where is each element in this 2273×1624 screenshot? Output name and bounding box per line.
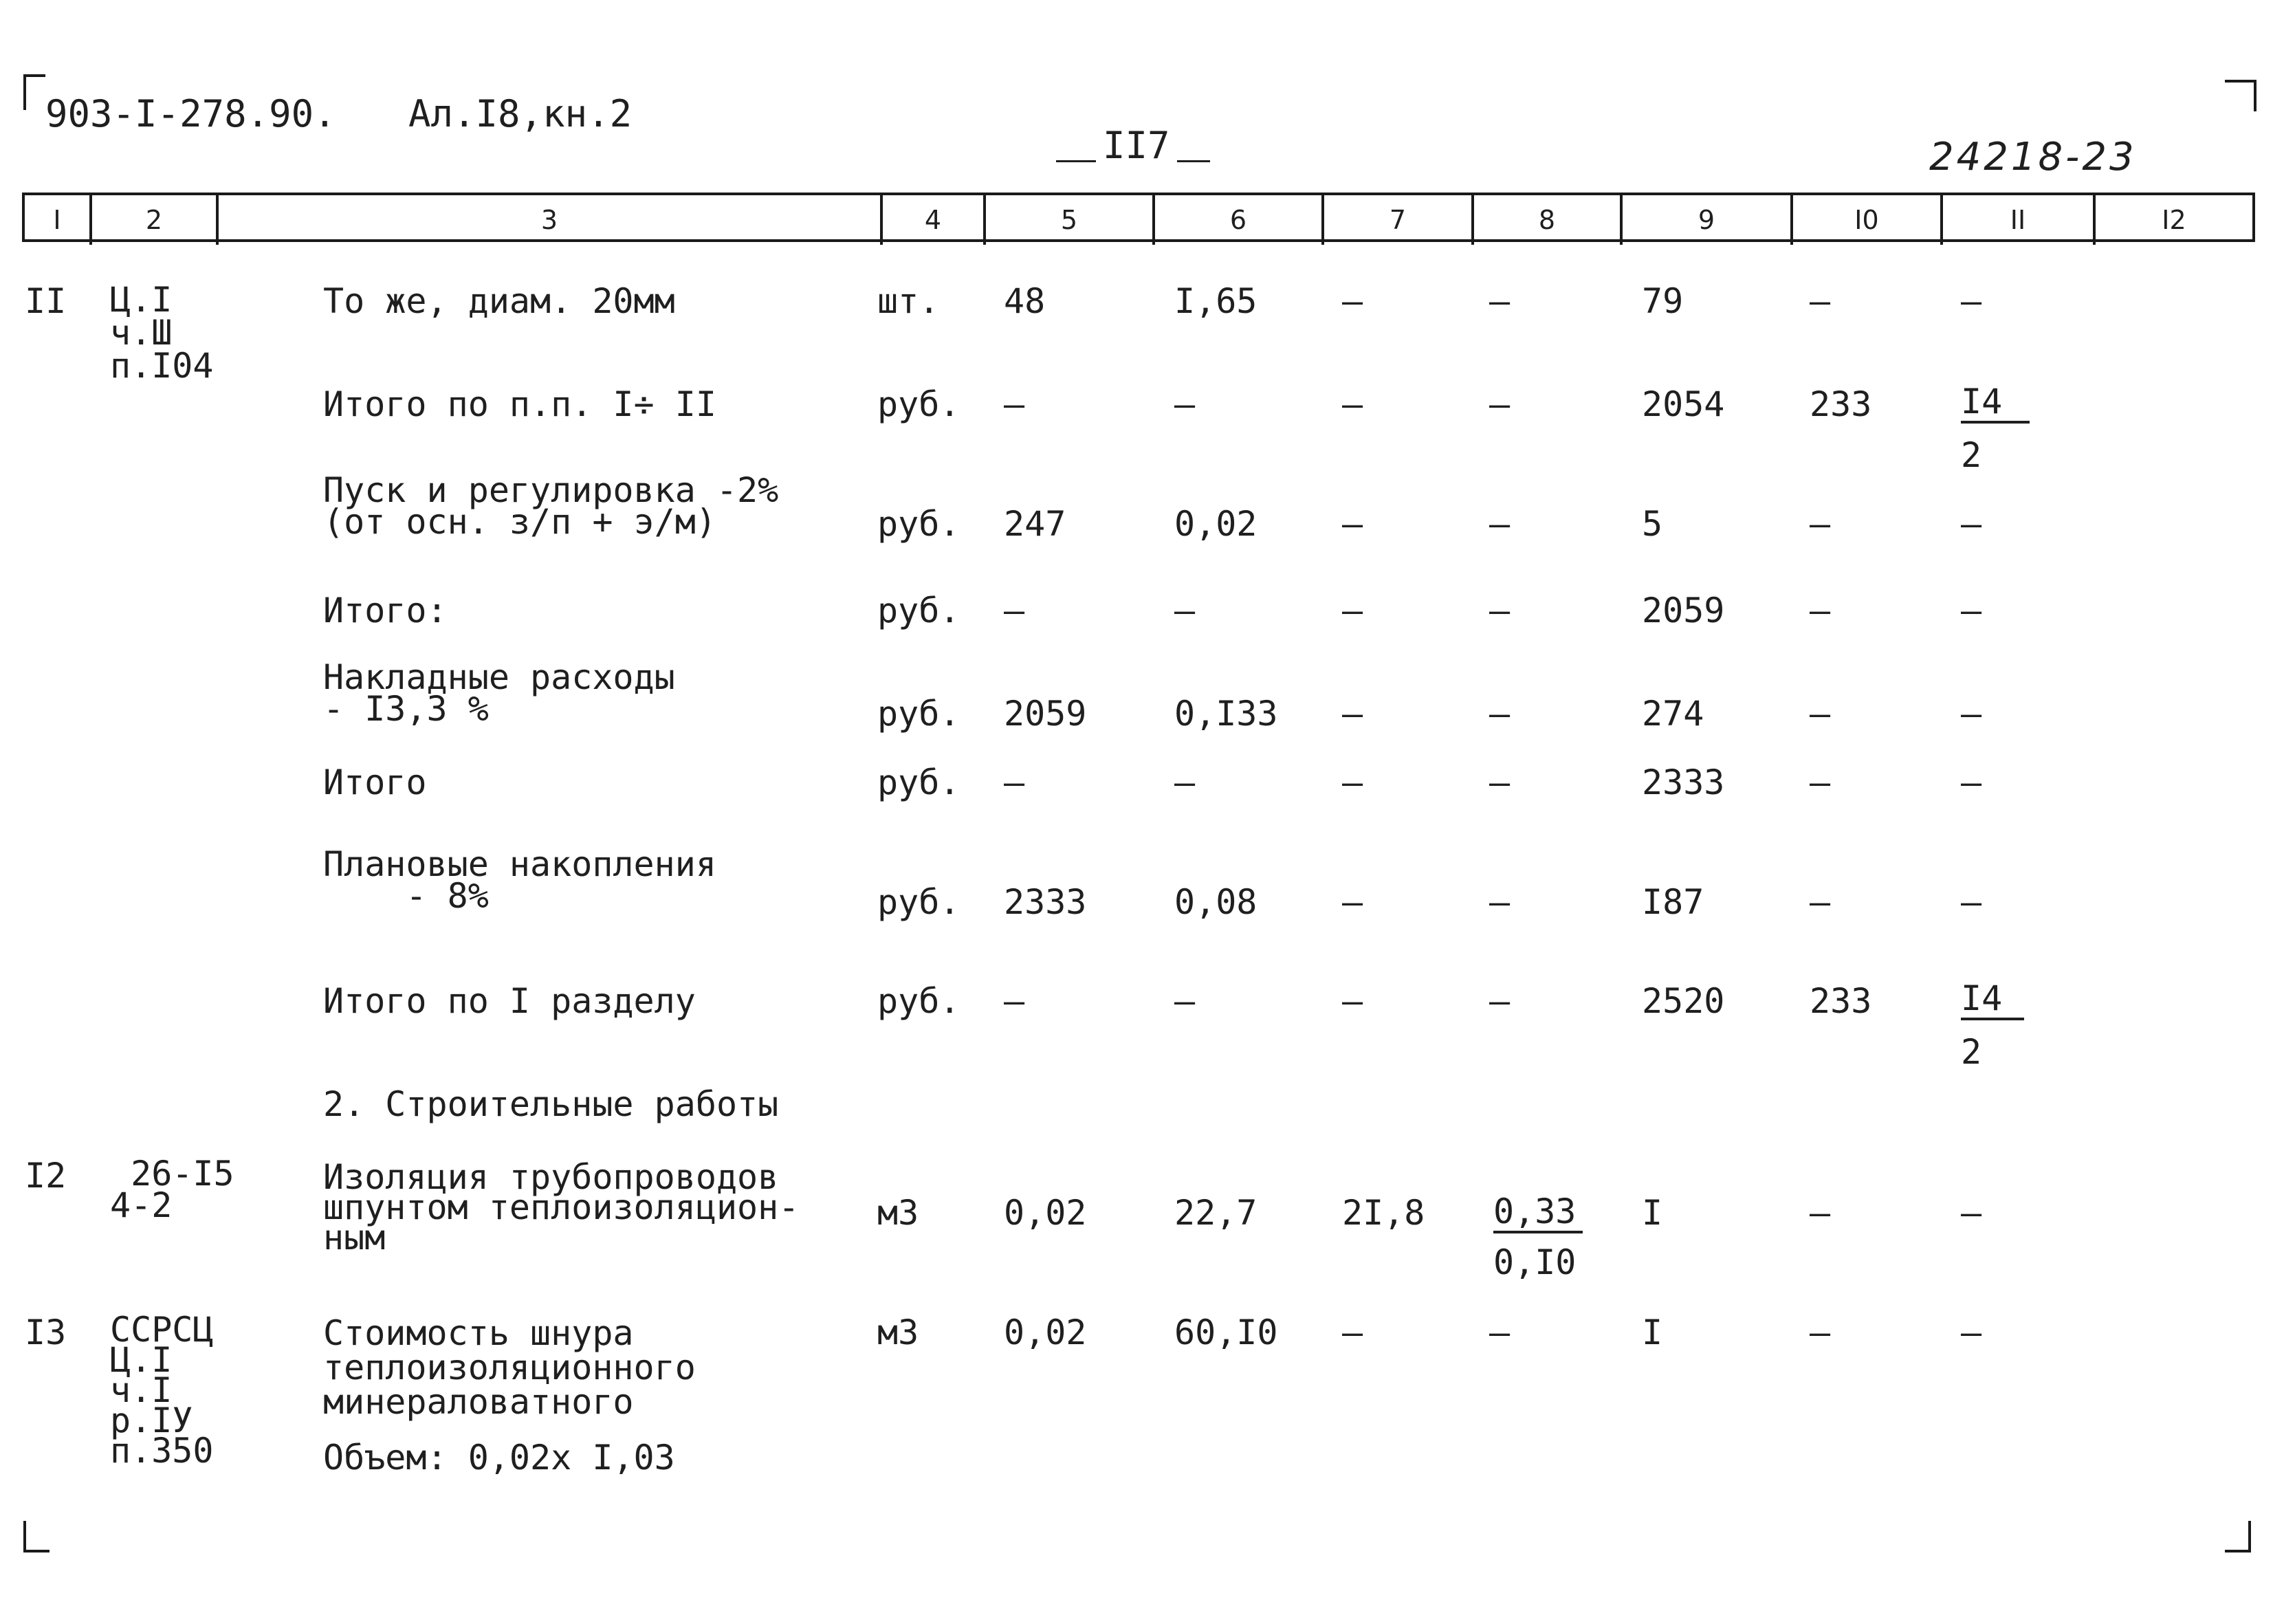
column-number-5: 5 bbox=[986, 195, 1155, 245]
unit-price: 60,I0 bbox=[1174, 1313, 1278, 1352]
unit: руб. bbox=[877, 591, 960, 630]
total-cost: 2059 bbox=[1642, 591, 1725, 630]
col11-value: – bbox=[1961, 762, 1982, 802]
col10-value: – bbox=[1810, 591, 1831, 630]
col10-value: – bbox=[1810, 1313, 1831, 1352]
total-cost: I bbox=[1642, 1193, 1663, 1233]
work-description: Пуск и регулировка -2% (от осн. з/п + э/м) bbox=[323, 470, 779, 542]
column-number-9: 9 bbox=[1623, 195, 1793, 245]
work-description: Итого bbox=[323, 762, 427, 802]
total-cost: I87 bbox=[1642, 882, 1704, 922]
corner-mark-top-right bbox=[2225, 80, 2256, 111]
col8-value: – bbox=[1489, 591, 1511, 630]
col10-value: – bbox=[1810, 281, 1831, 321]
col7-value: – bbox=[1342, 591, 1363, 630]
quantity: 2333 bbox=[1004, 882, 1087, 922]
col8-fraction-top: 0,33 bbox=[1493, 1194, 1583, 1233]
col7-value: – bbox=[1342, 882, 1363, 922]
column-number-header bbox=[22, 193, 2255, 242]
unit: м3 bbox=[877, 1313, 919, 1352]
column-number-4: 4 bbox=[883, 195, 986, 245]
col10-value: – bbox=[1810, 882, 1831, 922]
quantity: 2059 bbox=[1004, 694, 1087, 734]
work-description: Изоляция трубопроводов шпунтом теплоизоляцион- ным bbox=[323, 1157, 800, 1258]
corner-mark-bottom-right bbox=[2225, 1521, 2251, 1552]
unit-price: I,65 bbox=[1174, 281, 1258, 321]
page-number-value: II7 bbox=[1103, 124, 1170, 167]
unit-price: 22,7 bbox=[1174, 1193, 1258, 1233]
col11-value: – bbox=[1961, 882, 1982, 922]
unit: руб. bbox=[877, 762, 960, 802]
document-code: 903-I-278.90. bbox=[45, 92, 336, 135]
registration-number: 24218-23 bbox=[1929, 135, 2137, 179]
quantity: 0,02 bbox=[1004, 1193, 1087, 1233]
section-heading: 2. Строительные работы bbox=[323, 1084, 779, 1124]
column-number-11: II bbox=[1943, 195, 2096, 245]
col7-value: – bbox=[1342, 281, 1363, 321]
col11-value: – bbox=[1961, 1193, 1982, 1233]
work-description: Плановые накопления - 8% bbox=[323, 844, 716, 916]
unit: руб. bbox=[877, 981, 960, 1021]
pricebook-reference: ССРСЦ Ц.I ч.I р.IУ п.350 bbox=[110, 1310, 214, 1471]
column-number-8: 8 bbox=[1474, 195, 1623, 245]
col7-value: 2I,8 bbox=[1342, 1193, 1425, 1233]
unit-price: – bbox=[1174, 591, 1196, 630]
total-cost: 2520 bbox=[1642, 981, 1725, 1021]
col11-fraction-top: I4 bbox=[1961, 980, 2024, 1020]
unit: м3 bbox=[877, 1193, 919, 1233]
row-number: I2 bbox=[25, 1156, 67, 1196]
total-cost: 2054 bbox=[1642, 384, 1725, 424]
unit: руб. bbox=[877, 694, 960, 734]
col11-fraction-bottom: 2 bbox=[1961, 435, 1982, 475]
volume-note: Объем: 0,02х I,03 bbox=[323, 1438, 675, 1478]
col10-value: – bbox=[1810, 694, 1831, 734]
col8-value: – bbox=[1489, 281, 1511, 321]
col10-value: – bbox=[1810, 1193, 1831, 1233]
work-description: Итого по п.п. I÷ II bbox=[323, 384, 716, 424]
col8-value: – bbox=[1489, 762, 1511, 802]
quantity: 0,02 bbox=[1004, 1313, 1087, 1352]
col11-fraction-top: I4 bbox=[1961, 384, 2030, 424]
col7-value: – bbox=[1342, 384, 1363, 424]
unit-price: 0,02 bbox=[1174, 504, 1258, 544]
quantity: – bbox=[1004, 384, 1025, 424]
col8-value: – bbox=[1489, 981, 1511, 1021]
column-number-1: I bbox=[25, 195, 92, 245]
work-description: Накладные расходы - I3,3 % bbox=[323, 657, 675, 729]
column-number-2: 2 bbox=[92, 195, 219, 245]
col8-value: – bbox=[1489, 1313, 1511, 1352]
quantity: – bbox=[1004, 591, 1025, 630]
quantity: 48 bbox=[1004, 281, 1046, 321]
column-number-7: 7 bbox=[1324, 195, 1474, 245]
work-description: Стоимость шнура теплоизоляционного минераловатного bbox=[323, 1313, 696, 1422]
unit: шт. bbox=[877, 281, 940, 321]
col7-value: – bbox=[1342, 981, 1363, 1021]
corner-mark-top-left bbox=[23, 74, 45, 110]
col11-value: – bbox=[1961, 694, 1982, 734]
unit-price: 0,08 bbox=[1174, 882, 1258, 922]
column-number-12: I2 bbox=[2162, 205, 2186, 235]
total-cost: I bbox=[1642, 1313, 1663, 1352]
col7-value: – bbox=[1342, 1313, 1363, 1352]
album-reference: Ал.I8,кн.2 bbox=[408, 92, 633, 135]
col11-value: – bbox=[1961, 591, 1982, 630]
col10-value: 233 bbox=[1810, 981, 1872, 1021]
pricebook-reference: 26-I5 4-2 bbox=[110, 1154, 234, 1225]
unit-price: – bbox=[1174, 384, 1196, 424]
quantity: – bbox=[1004, 981, 1025, 1021]
col8-fraction-bottom: 0,I0 bbox=[1493, 1242, 1577, 1282]
page-number bbox=[1056, 124, 1210, 167]
column-number-3: 3 bbox=[219, 195, 883, 245]
col8-value: – bbox=[1489, 504, 1511, 544]
work-description: То же, диам. 20мм bbox=[323, 281, 675, 321]
unit: руб. bbox=[877, 384, 960, 424]
col7-value: – bbox=[1342, 504, 1363, 544]
col10-value: – bbox=[1810, 762, 1831, 802]
col10-value: – bbox=[1810, 504, 1831, 544]
work-description: Итого по I разделу bbox=[323, 981, 696, 1021]
corner-mark-bottom-left bbox=[23, 1521, 50, 1552]
total-cost: 5 bbox=[1642, 504, 1663, 544]
total-cost: 2333 bbox=[1642, 762, 1725, 802]
col7-value: – bbox=[1342, 762, 1363, 802]
col8-value: – bbox=[1489, 882, 1511, 922]
unit: руб. bbox=[877, 882, 960, 922]
pricebook-reference: Ц.I ч.Ш п.I04 bbox=[110, 280, 214, 386]
unit: руб. bbox=[877, 504, 960, 544]
col11-value: – bbox=[1961, 1313, 1982, 1352]
work-description: Итого: bbox=[323, 591, 448, 630]
col7-value: – bbox=[1342, 694, 1363, 734]
total-cost: 79 bbox=[1642, 281, 1684, 321]
col11-value: – bbox=[1961, 281, 1982, 321]
column-number-10: I0 bbox=[1793, 195, 1943, 245]
quantity: 247 bbox=[1004, 504, 1066, 544]
col8-value: – bbox=[1489, 694, 1511, 734]
col11-fraction-bottom: 2 bbox=[1961, 1032, 1982, 1072]
column-number-6: 6 bbox=[1155, 195, 1324, 245]
quantity: – bbox=[1004, 762, 1025, 802]
col8-value: – bbox=[1489, 384, 1511, 424]
col11-value: – bbox=[1961, 504, 1982, 544]
unit-price: – bbox=[1174, 981, 1196, 1021]
col10-value: 233 bbox=[1810, 384, 1872, 424]
unit-price: 0,I33 bbox=[1174, 694, 1278, 734]
row-number: I3 bbox=[25, 1313, 67, 1352]
total-cost: 274 bbox=[1642, 694, 1704, 734]
unit-price: – bbox=[1174, 762, 1196, 802]
row-number: II bbox=[25, 281, 67, 321]
